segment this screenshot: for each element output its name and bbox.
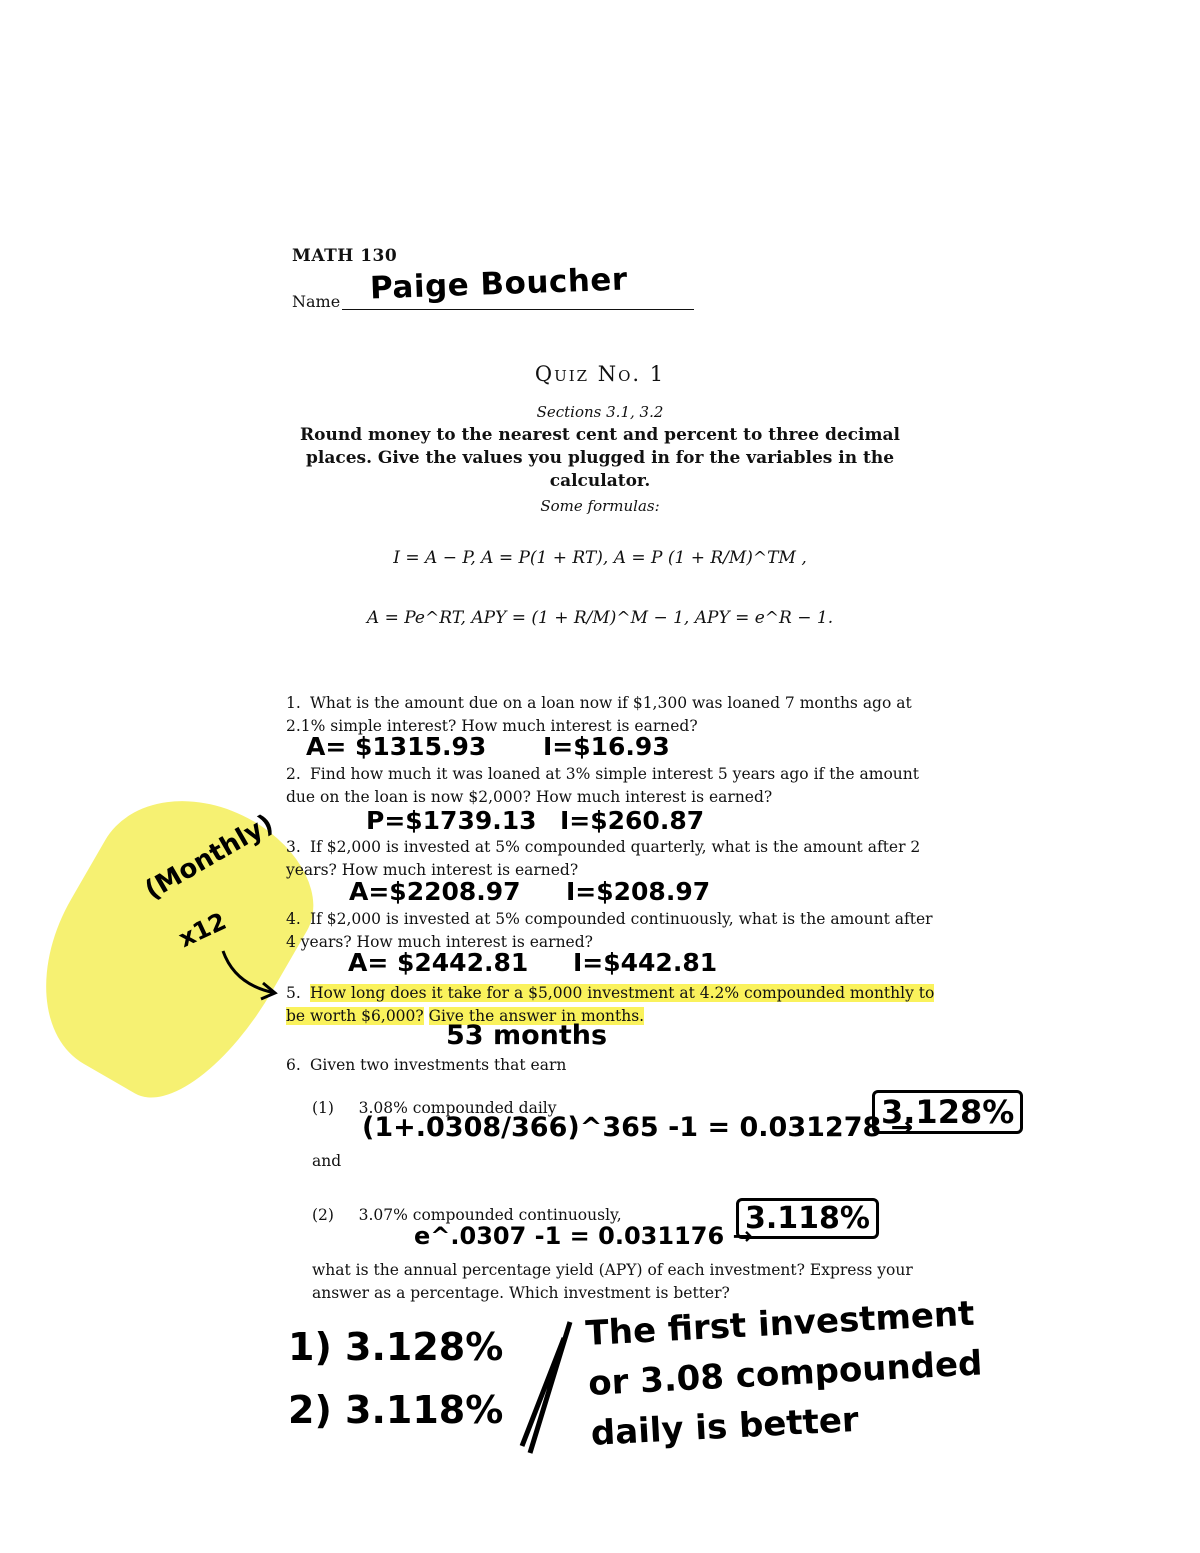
question-4: 4. If $2,000 is invested at 5% compounded continuously, what is the amount after 4 years? How much interest is earned? [286,910,933,951]
question-3: 3. If $2,000 is invested at 5% compounded quarterly, what is the amount after 2 years? How much interest is earned? [286,838,921,879]
answer-2a: P=$1739.13 [366,806,537,835]
highlight-months: Give the answer in months. [428,1007,645,1025]
name-underline [342,309,694,310]
course-title: MATH 130 [292,246,398,266]
quiz-title: Quiz No. 1 [534,362,666,386]
highlight-q5: How long does it take for a $5,000 investment at 4.2% compounded monthly to be worth $6,000? [286,984,935,1025]
final-answer-2: 2) 3.118% [288,1388,504,1432]
formula-line-2: A = Pe^RT, APY = (1 + R/M)^M − 1, APY = e^R − 1. [366,608,834,628]
student-name: Paige Boucher [369,261,629,307]
q6-item-2: (2) 3.07% compounded continuously, [312,1206,622,1224]
answer-2b: I=$260.87 [560,806,705,835]
answer-3b: I=$208.97 [566,877,711,906]
question-5: 5. How long does it take for a $5,000 investment at 4.2% compounded monthly to be worth $6,000? Give the answer in months. [286,984,935,1025]
question-1: 1. What is the amount due on a loan now if $1,300 was loaned 7 months ago at 2.1% simple interest? How much interest is earned? [286,694,912,735]
q6-work-1: (1+.0308/366)^365 -1 = 0.031278 → [362,1112,914,1143]
instructions: Round money to the nearest cent and percent to three decimal places. Give the values you plugged in for the variables in the calculator. [300,425,900,491]
q6-work-2: e^.0307 -1 = 0.031176 → [414,1222,753,1250]
q6-question: what is the annual percentage yield (APY) of each investment? Express your answer as a percentage. Which investment is better? [312,1261,913,1302]
final-answer-1: 1) 3.128% [288,1325,504,1369]
question-2: 2. Find how much it was loaned at 3% simple interest 5 years ago if the amount due on the loan is now $2,000? How much interest is earned? [286,765,919,806]
margin-arrow [215,945,285,1005]
margin-note-monthly: (Monthly) [140,808,279,906]
answer-5: 53 months [446,1020,608,1051]
divider-slash [510,1318,580,1458]
q6-result-2: 3.118% [736,1198,879,1239]
name-label: Name [292,292,341,311]
q6-item-1: (1) 3.08% compounded daily [312,1099,557,1117]
answer-1a: A= $1315.93 [306,732,487,761]
conclusion: The first investment or 3.08 compounded daily is better [584,1293,984,1454]
answer-1b: I=$16.93 [543,732,670,761]
q6-result-1: 3.128% [872,1090,1023,1134]
formula-line-1: I = A − P, A = P(1 + RT), A = P (1 + R/M)^TM , [393,548,807,568]
q6-and: and [312,1152,342,1170]
answer-4a: A= $2442.81 [348,948,529,977]
answer-4b: I=$442.81 [573,948,718,977]
margin-note-x12: x12 [174,906,231,954]
answer-3a: A=$2208.97 [349,877,521,906]
sections-line: Sections 3.1, 3.2 [536,403,664,421]
question-6: 6. Given two investments that earn [286,1056,567,1074]
formulas-label: Some formulas: [540,497,660,515]
